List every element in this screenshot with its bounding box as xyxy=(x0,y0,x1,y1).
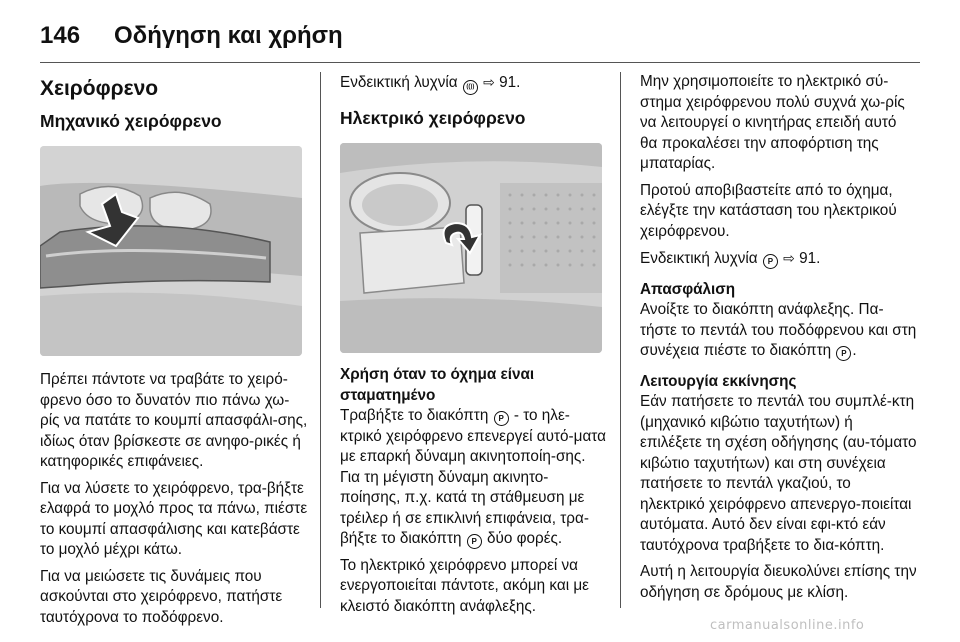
column-3 xyxy=(640,72,918,603)
subsection-title-electric: Ηλεκτρικό χειρόφρενο xyxy=(340,108,526,128)
paragraph: Για να μειώσετε τις δυνάμεις που ασκούνται στο χειρόφρενο, πατήστε ταυτόχρονα το ποδόφρενο. xyxy=(40,567,283,626)
handbrake-lever-illustration xyxy=(40,146,302,356)
paragraph: Το ηλεκτρικό χειρόφρενο μπορεί να ενεργοποιείται πάντοτε, ακόμη και με κλειστό διακόπτη ανάφλεξης. xyxy=(340,556,589,615)
text-span: - το ηλε-κτρικό χειρόφρενο επενεργεί αυτό-ματα με επαρκή δύναμη ακινητοποίη-σης. Για τη μέγιστη δύναμη ακινητο-ποίησης, π.χ. κατά τη στάθμευση με τρέιλερ ή σε επικλινή επιφάνεια, τρα-βήξτε το διακόπτη xyxy=(340,407,606,547)
paragraph: Προτού αποβιβαστείτε από το όχημα, ελέγξτε την κατάσταση του ηλεκτρικού χειρόφρενου. xyxy=(640,181,897,240)
paragraph: Για να λύσετε το χειρόφρενο, τρα-βήξτε ελαφρά το μοχλό προς τα πάνω, πιέστε το κουμπί απασφάλισης και κατεβάστε το μοχλό μέχρι κάτω. xyxy=(40,479,308,558)
paragraph: Αυτή η λειτουργία διευκολύνει επίσης την οδήγηση σε δρόμους με κλίση. xyxy=(640,563,917,601)
page-ref: 91. xyxy=(799,250,821,267)
column-2 xyxy=(340,72,608,617)
text-span: Τραβήξτε το διακόπτη xyxy=(340,407,489,424)
parking-brake-p-icon: P xyxy=(763,254,778,269)
handbrake-lever-figure xyxy=(40,146,302,356)
paragraph: Μην χρησιμοποιείτε το ηλεκτρικό σύ-στημα χειρόφρενου πολύ συχνά χω-ρίς να λειτουργεί ο κινητήρας επειδή αυτό θα προκαλέσει την αποφόρτιση της μπαταρίας. xyxy=(640,73,905,172)
indicator-reference xyxy=(640,248,918,270)
parking-brake-p-icon: P xyxy=(836,346,851,361)
indicator-label: Ενδεικτική λυχνία xyxy=(340,74,458,91)
paragraph: Πρέπει πάντοτε να τραβάτε το χειρό-φρενο όσο το δυνατόν πιο πάνω χω-ρίς να πατάτε το κουμπί απασφάλι-σης, ιδίως όταν βρίσκεστε σε ανηφο-ρικές ή κατηφορικές επιφάνειες. xyxy=(40,371,308,470)
page-ref: 91. xyxy=(499,74,521,91)
heading-vehicle-stationary: Χρήση όταν το όχημα είναι σταματημένο xyxy=(340,366,535,404)
page-header xyxy=(40,14,920,63)
column-divider xyxy=(320,72,321,608)
running-title: Οδήγηση και χρήση xyxy=(114,22,343,49)
page-number: 146 xyxy=(40,22,81,49)
page-ref-arrow-icon: ⇨ xyxy=(483,74,495,90)
electric-brake-switch-figure xyxy=(340,143,602,353)
watermark: carmanualsonline.info xyxy=(710,618,865,633)
paragraph: Εάν πατήσετε το πεντάλ του συμπλέ-κτη (μηχανικό κιβώτιο ταχυτήτων) ή επιλέξετε τη σχέση οδήγησης (αυ-τόματο κιβώτιο ταχυτήτων) και στη συνέχεια πατήσετε το πεντάλ γκαζιού, το ηλεκτρικό χειρόφρενο απενεργο-ποιείται αυτόματα. Αυτό δεν είναι εφι-κτό εάν ταυτόχρονα τραβήξετε το δια-κόπτη. xyxy=(640,393,917,554)
parking-brake-p-icon: P xyxy=(467,534,482,549)
subsection-title-mechanical: Μηχανικό χειρόφρενο xyxy=(40,111,222,131)
heading-drive-away: Λειτουργία εκκίνησης xyxy=(640,372,797,390)
text-span: Ανοίξτε το διακόπτη ανάφλεξης. Πα-τήστε το πεντάλ του ποδόφρενου και στη συνέχεια πιέστε το διακόπτη xyxy=(640,301,917,359)
heading-release: Απασφάλιση xyxy=(640,280,736,298)
text-span: δύο φορές. xyxy=(486,530,563,547)
page-ref-arrow-icon: ⇨ xyxy=(783,250,795,266)
paragraph: Ανοίξτε το διακόπτη ανάφλεξης. Πα-τήστε το πεντάλ του ποδόφρενου και στη συνέχεια πιέστε το διακόπτη P . xyxy=(640,301,917,359)
paragraph xyxy=(340,406,608,550)
electric-brake-switch-illustration xyxy=(340,143,602,353)
brake-warning-icon: (()) xyxy=(463,80,478,95)
column-divider xyxy=(620,72,621,608)
parking-brake-p-icon: P xyxy=(494,411,509,426)
column-1 xyxy=(40,72,308,628)
section-title: Χειρόφρενο xyxy=(40,77,159,100)
indicator-label: Ενδεικτική λυχνία xyxy=(640,250,758,267)
indicator-reference xyxy=(340,72,608,95)
